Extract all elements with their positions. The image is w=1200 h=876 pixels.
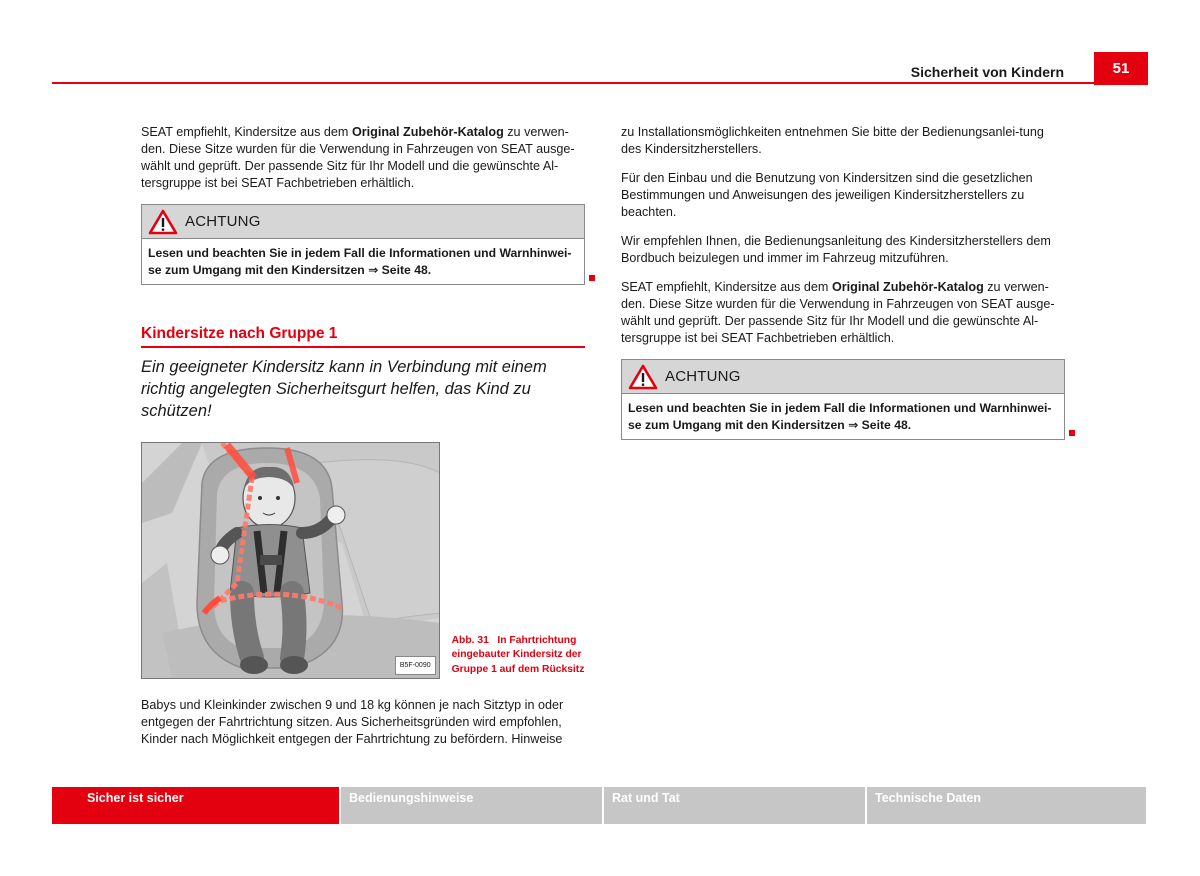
warning-header bbox=[142, 205, 584, 239]
paragraph: Wir empfehlen Ihnen, die Bedienungsanleitung des Kindersitzherstellers dem Bordbuch beizulegen und immer im Fahrzeug mitzuführen. bbox=[621, 234, 1051, 265]
paragraph: SEAT empfiehlt, Kindersitze aus dem Original Zubehör-Katalog zu verwen-den. Diese Sitze wurden für die Verwendung in Fahrzeugen von SEAT ausge-wählt und geprüft. Der passende Sitz für Ihr Modell und die gewünschte Al-tersgruppe ist bei SEAT Fachbetrieben erhältlich. bbox=[141, 125, 575, 190]
right-column bbox=[621, 124, 1065, 452]
tab-sicher-ist-sicher[interactable]: Sicher ist sicher bbox=[52, 787, 339, 824]
warning-text: Lesen und beachten Sie in jedem Fall die Informationen und Warnhinwei-se zum Umgang mit den Kindersitzen ⇒ Seite 48. bbox=[622, 394, 1064, 439]
warning-title: ACHTUNG bbox=[665, 368, 741, 385]
header-rule bbox=[52, 82, 1094, 84]
figure-row bbox=[141, 442, 585, 679]
tab-technische-daten[interactable]: Technische Daten bbox=[867, 787, 1146, 824]
warning-title: ACHTUNG bbox=[185, 213, 261, 230]
figure-code: B5F-0090 bbox=[395, 656, 436, 675]
warning-icon bbox=[628, 364, 658, 390]
warning-box bbox=[621, 359, 1065, 440]
figure-caption: Abb. 31 In Fahrtrichtung eingebauter Kindersitz der Gruppe 1 auf dem Rücksitz bbox=[451, 634, 585, 675]
paragraph: Babys und Kleinkinder zwischen 9 und 18 kg können je nach Sitztyp in oder entgegen der Fahrtrichtung sitzen. Aus Sicherheitsgründen wird empfohlen, Kinder nach Möglichkeit entgegen der Fahrtrichtung zu befördern. Hinweise bbox=[141, 698, 564, 746]
tab-bedienungshinweise[interactable]: Bedienungshinweise bbox=[341, 787, 602, 824]
chapter-title: Sicherheit von Kindern bbox=[910, 64, 1064, 80]
left-column bbox=[141, 124, 585, 760]
warning-header bbox=[622, 360, 1064, 394]
lead-text: Ein geeigneter Kindersitz kann in Verbindung mit einem richtig angelegten Sicherheitsgurt helfen, das Kind zu schützen! bbox=[141, 358, 547, 420]
tab-rat-und-tat[interactable]: Rat und Tat bbox=[604, 787, 865, 824]
warning-text: Lesen und beachten Sie in jedem Fall die Informationen und Warnhinwei-se zum Umgang mit den Kindersitzen ⇒ Seite 48. bbox=[142, 239, 584, 284]
end-marker bbox=[1069, 430, 1075, 436]
warning-icon bbox=[148, 209, 178, 235]
child-seat-image bbox=[142, 443, 440, 678]
section-title: Kindersitze nach Gruppe 1 bbox=[141, 325, 585, 348]
child-seat-illustration bbox=[141, 442, 440, 679]
paragraph: zu Installationsmöglichkeiten entnehmen Sie bitte der Bedienungsanlei-tung des Kindersitzherstellers. bbox=[621, 125, 1044, 156]
page-number: 51 bbox=[1094, 52, 1148, 85]
paragraph: SEAT empfiehlt, Kindersitze aus dem Original Zubehör-Katalog zu verwen-den. Diese Sitze wurden für die Verwendung in Fahrzeugen von SEAT ausge-wählt und geprüft. Der passende Sitz für Ihr Modell und die gewünschte Al-tersgruppe ist bei SEAT Fachbetrieben erhältlich. bbox=[621, 280, 1055, 345]
paragraph: Für den Einbau und die Benutzung von Kindersitzen sind die gesetzlichen Bestimmungen und Anweisungen des jeweiligen Kindersitzherstellers zu beachten. bbox=[621, 171, 1033, 219]
warning-box bbox=[141, 204, 585, 285]
end-marker bbox=[589, 275, 595, 281]
footer-navigation bbox=[52, 787, 1146, 824]
